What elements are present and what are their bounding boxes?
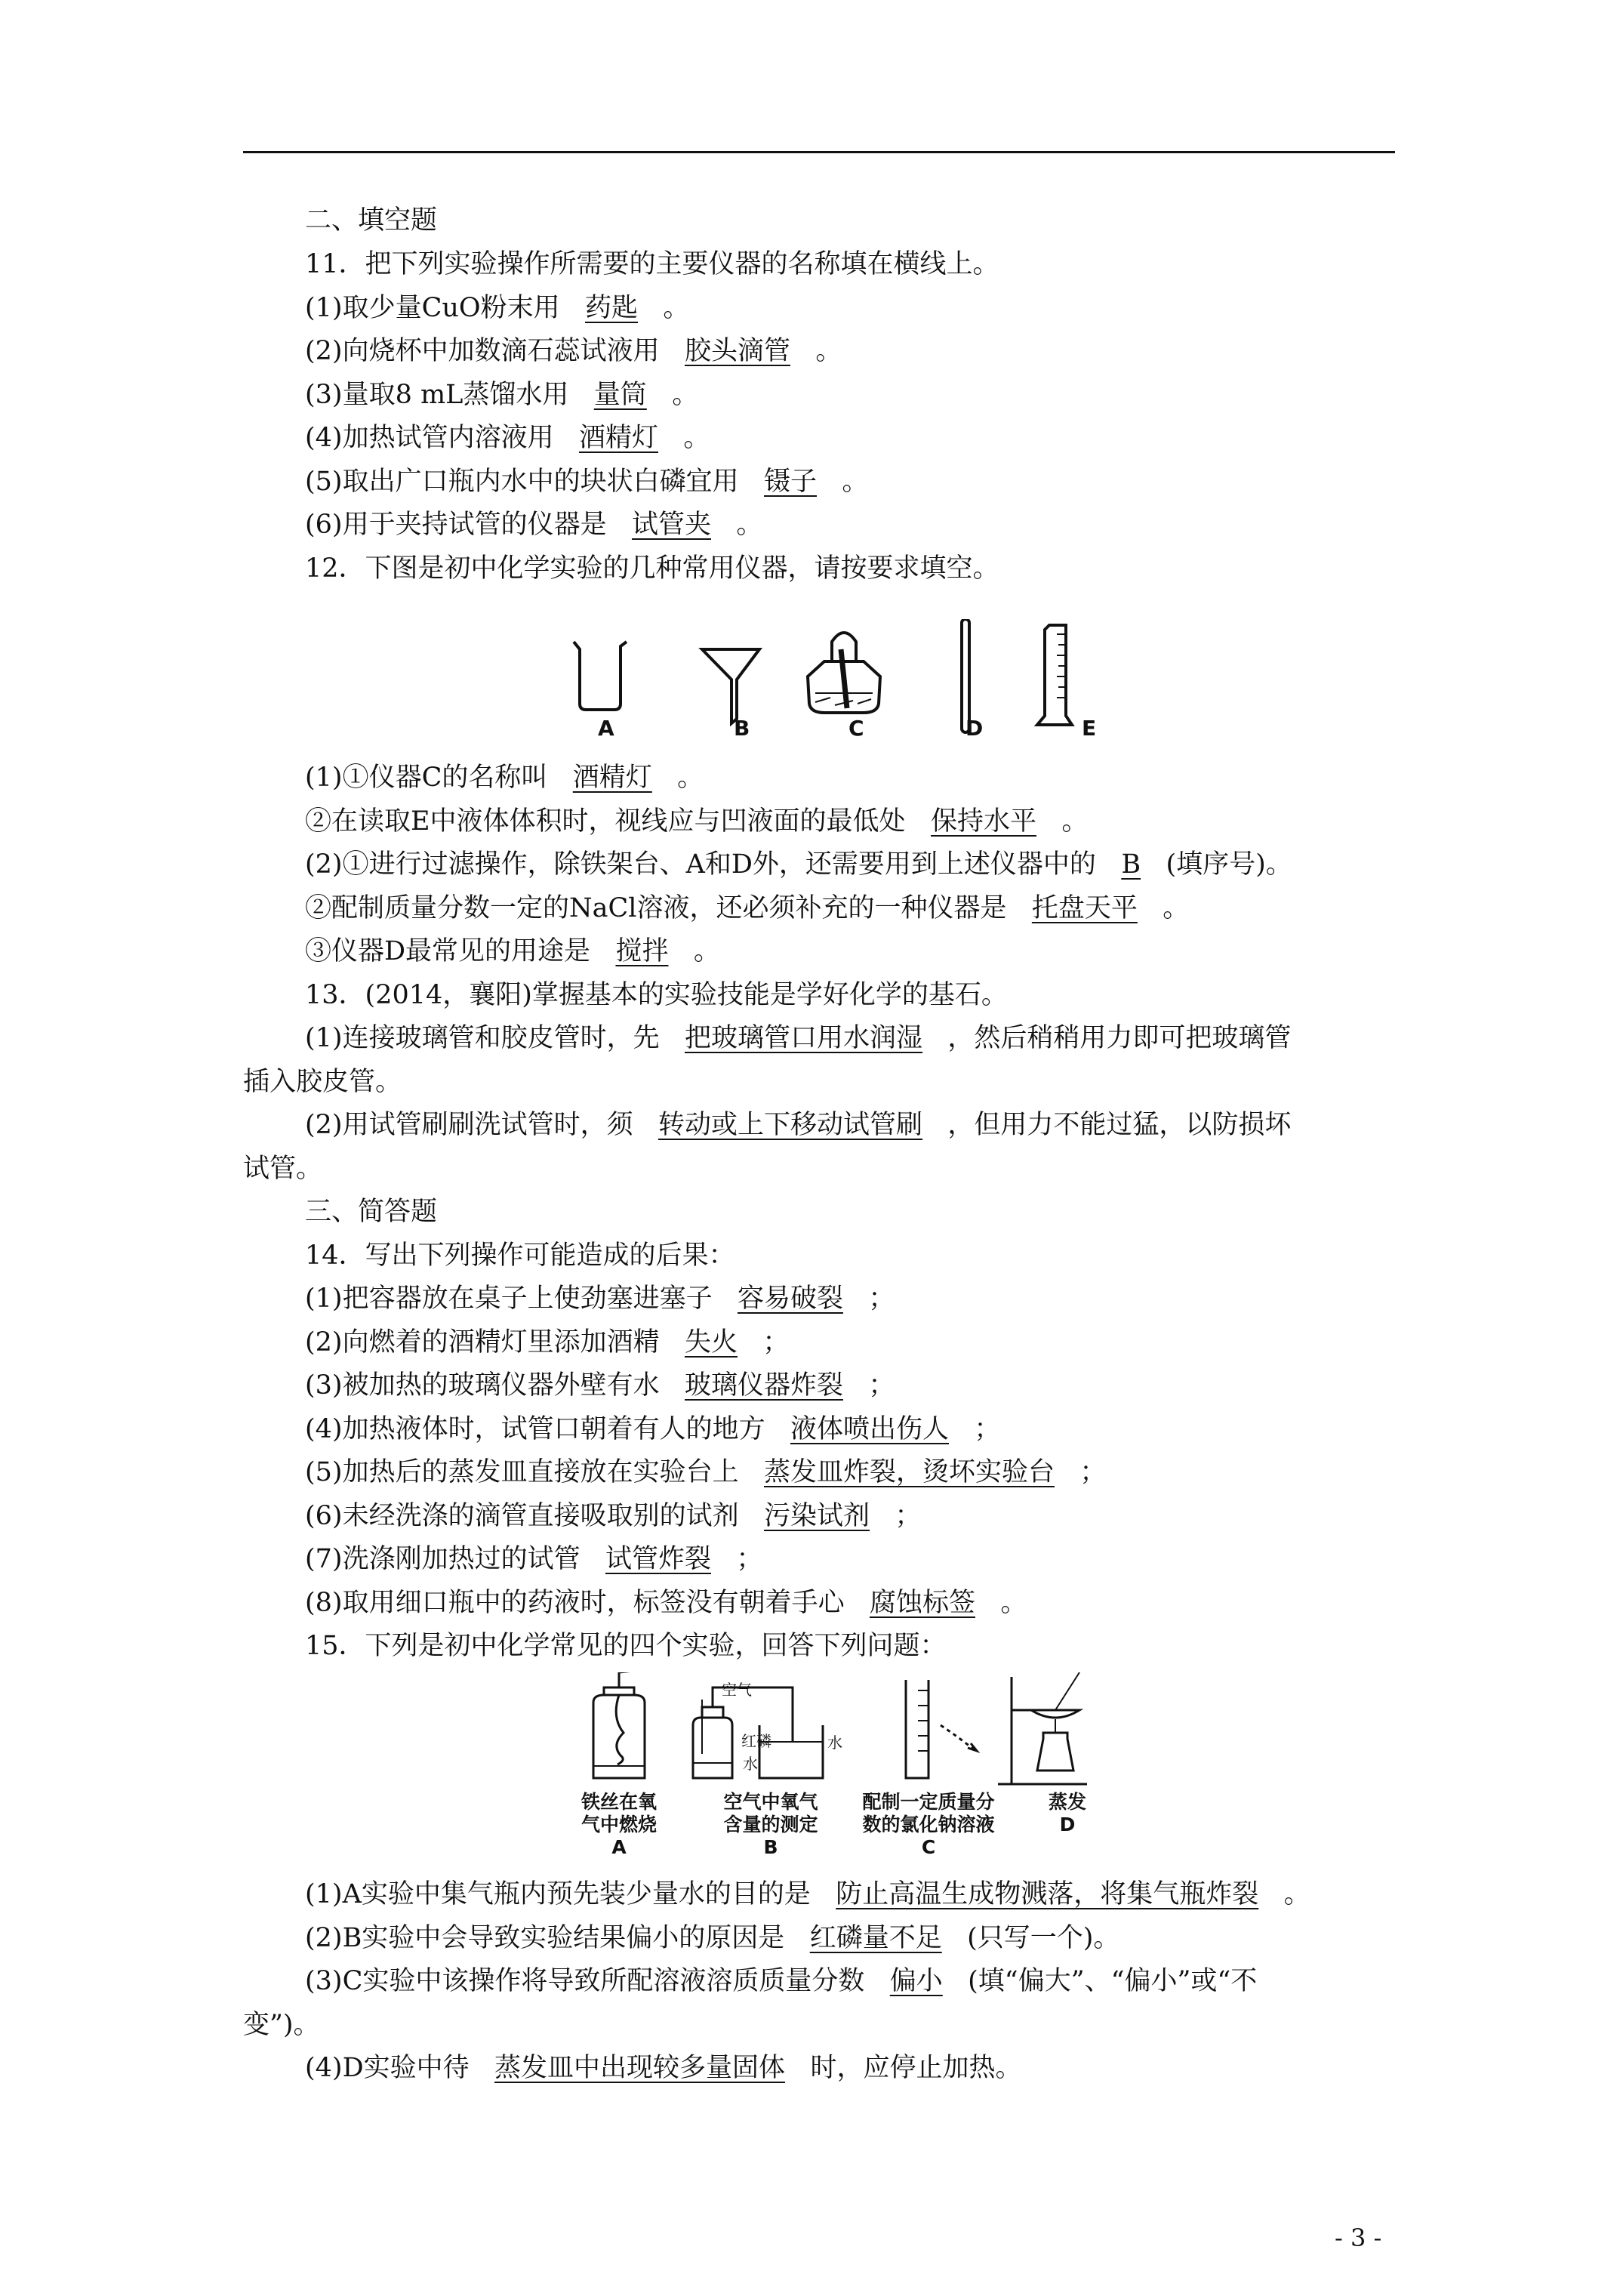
fig-a-caption: 铁丝在氧 气中燃烧 A xyxy=(581,1791,657,1858)
fig-label-a: A xyxy=(598,716,614,741)
question-15-stem: 15．下列是初中化学常见的四个实验，回答下列问题： xyxy=(305,1631,947,1661)
fig-label-d: D xyxy=(965,716,984,741)
fig-b-label-air: 空气 xyxy=(722,1681,752,1699)
beaker-icon xyxy=(574,642,627,710)
answer: 把玻璃管口用水润湿 xyxy=(684,1023,922,1053)
q14-item-5: (5)加热后的蒸发皿直接放在实验台上 蒸发皿炸裂，烫坏实验台 ； xyxy=(305,1457,1107,1487)
question-11-stem: 11．把下列实验操作所需要的主要仪器的名称填在横线上。 xyxy=(305,249,999,279)
fig-b-caption: 空气中氧气 含量的测定 B xyxy=(723,1791,818,1858)
section-heading-2: 二、填空题 xyxy=(305,205,438,236)
answer: 偏小 xyxy=(889,1966,943,1996)
q11-item-1: (1)取少量CuO粉末用 药匙 。 xyxy=(305,293,690,323)
answer: 胶头滴管 xyxy=(684,336,790,366)
answer: 转动或上下移动试管刷 xyxy=(658,1110,922,1140)
q15-item-1: (1)A实验中集气瓶内预先装少量水的目的是 防止高温生成物溅落，将集气瓶炸裂 。 xyxy=(305,1879,1310,1909)
answer: 试管夹 xyxy=(631,510,711,540)
fig-label-e: E xyxy=(1082,716,1097,741)
q15-experiments-figure xyxy=(581,1672,1095,1786)
answer: 镊子 xyxy=(763,467,817,497)
fig-c-caption: 配制一定质量分 数的氯化钠溶液 C xyxy=(862,1791,995,1858)
answer: 试管炸裂 xyxy=(605,1544,711,1574)
fig-label-c: C xyxy=(848,716,864,741)
answer: 玻璃仪器炸裂 xyxy=(684,1370,843,1401)
q15-item-3: (3)C实验中该操作将导致所配溶液溶质质量分数 偏小 (填“偏大”、“偏小”或“不 xyxy=(305,1966,1258,1996)
section-heading-3: 三、简答题 xyxy=(305,1197,438,1227)
gas-jar-icon xyxy=(593,1672,645,1778)
question-13-stem: 13．(2014，襄阳)掌握基本的实验技能是学好化学的基石。 xyxy=(305,980,1008,1010)
funnel-icon xyxy=(702,649,759,723)
page-number: - 3 - xyxy=(1335,2224,1382,2252)
q15-item-4: (4)D实验中待 蒸发皿中出现较多量固体 时，应停止加热。 xyxy=(305,2053,1022,2083)
answer: 蒸发皿中出现较多量固体 xyxy=(494,2053,786,2083)
answer: 液体喷出伤人 xyxy=(790,1414,949,1444)
q12-instruments-figure xyxy=(559,619,1132,755)
q11-item-2: (2)向烧杯中加数滴石蕊试液用 胶头滴管 。 xyxy=(305,336,842,366)
fig-label-b: B xyxy=(734,716,750,741)
answer: 量筒 xyxy=(593,380,647,410)
answer: B xyxy=(1121,849,1141,880)
q13-item-2: (2)用试管刷刷洗试管时，须 转动或上下移动试管刷 ，但用力不能过猛，以防损坏 xyxy=(305,1110,1292,1140)
answer: 酒精灯 xyxy=(572,763,652,793)
q12-item-2: ②在读取E中液体体积时，视线应与凹液面的最低处 保持水平 。 xyxy=(305,806,1089,837)
q14-item-3: (3)被加热的玻璃仪器外壁有水 玻璃仪器炸裂 ； xyxy=(305,1370,895,1401)
q12-item-5: ③仪器D最常见的用途是 搅拌 。 xyxy=(305,936,720,966)
fig-d-caption: 蒸发 D xyxy=(1048,1791,1086,1835)
q14-item-8: (8)取用细口瓶中的药液时，标签没有朝着手心 腐蚀标签 。 xyxy=(305,1588,1027,1618)
q14-item-2: (2)向燃着的酒精灯里添加酒精 失火 ； xyxy=(305,1327,790,1358)
fig-b-label-water-1: 水 xyxy=(743,1755,758,1773)
q11-item-5: (5)取出广口瓶内水中的块状白磷宜用 镊子 。 xyxy=(305,467,869,497)
cylinder-reading-icon xyxy=(906,1680,977,1778)
answer: 腐蚀标签 xyxy=(869,1588,975,1618)
q14-item-6: (6)未经洗涤的滴管直接吸取别的试剂 污染试剂 ； xyxy=(305,1501,922,1531)
answer: 蒸发皿炸裂，烫坏实验台 xyxy=(763,1457,1055,1487)
answer: 托盘天平 xyxy=(1031,893,1138,923)
q12-item-1: (1)①仪器C的名称叫 酒精灯 。 xyxy=(305,763,704,793)
answer: 污染试剂 xyxy=(763,1501,870,1531)
q13-item-1-cont: 插入胶皮管。 xyxy=(243,1067,402,1097)
q14-item-7: (7)洗涤刚加热过的试管 试管炸裂 ； xyxy=(305,1544,763,1574)
q15-item-3-cont: 变”)。 xyxy=(243,2010,320,2040)
question-14-stem: 14．写出下列操作可能造成的后果： xyxy=(305,1240,735,1271)
q13-item-1: (1)连接玻璃管和胶皮管时，先 把玻璃管口用水润湿 ，然后稍稍用力即可把玻璃管 xyxy=(305,1023,1292,1053)
answer: 红磷量不足 xyxy=(809,1923,942,1953)
q11-item-4: (4)加热试管内溶液用 酒精灯 。 xyxy=(305,423,710,453)
answer: 失火 xyxy=(684,1327,738,1358)
answer: 容易破裂 xyxy=(737,1284,843,1314)
q11-item-6: (6)用于夹持试管的仪器是 试管夹 。 xyxy=(305,510,763,540)
header-rule xyxy=(243,151,1395,153)
q15-item-2: (2)B实验中会导致实验结果偏小的原因是 红磷量不足 (只写一个)。 xyxy=(305,1923,1120,1953)
q11-item-3: (3)量取8 mL蒸馏水用 量筒 。 xyxy=(305,380,699,410)
q14-item-1: (1)把容器放在桌子上使劲塞进塞子 容易破裂 ； xyxy=(305,1284,895,1314)
answer: 保持水平 xyxy=(930,806,1036,837)
graduated-cylinder-icon xyxy=(1037,625,1072,725)
fig-b-label-water-2: 水 xyxy=(827,1734,842,1752)
evaporation-apparatus-icon xyxy=(998,1672,1087,1784)
q12-item-4: ②配制质量分数一定的NaCl溶液，还必须补充的一种仪器是 托盘天平 。 xyxy=(305,893,1190,923)
q14-item-4: (4)加热液体时，试管口朝着有人的地方 液体喷出伤人 ； xyxy=(305,1414,1001,1444)
answer: 搅拌 xyxy=(615,936,669,966)
answer: 防止高温生成物溅落，将集气瓶炸裂 xyxy=(836,1879,1259,1909)
q12-item-3: (2)①进行过滤操作，除铁架台、A和D外，还需要用到上述仪器中的 B (填序号)。 xyxy=(305,849,1292,880)
answer: 酒精灯 xyxy=(578,423,658,453)
answer: 药匙 xyxy=(584,293,638,323)
question-12-stem: 12．下图是初中化学实验的几种常用仪器，请按要求填空。 xyxy=(305,553,999,584)
fig-b-label-phosphorus: 红磷 xyxy=(741,1732,771,1750)
q13-item-2-cont: 试管。 xyxy=(243,1154,323,1184)
